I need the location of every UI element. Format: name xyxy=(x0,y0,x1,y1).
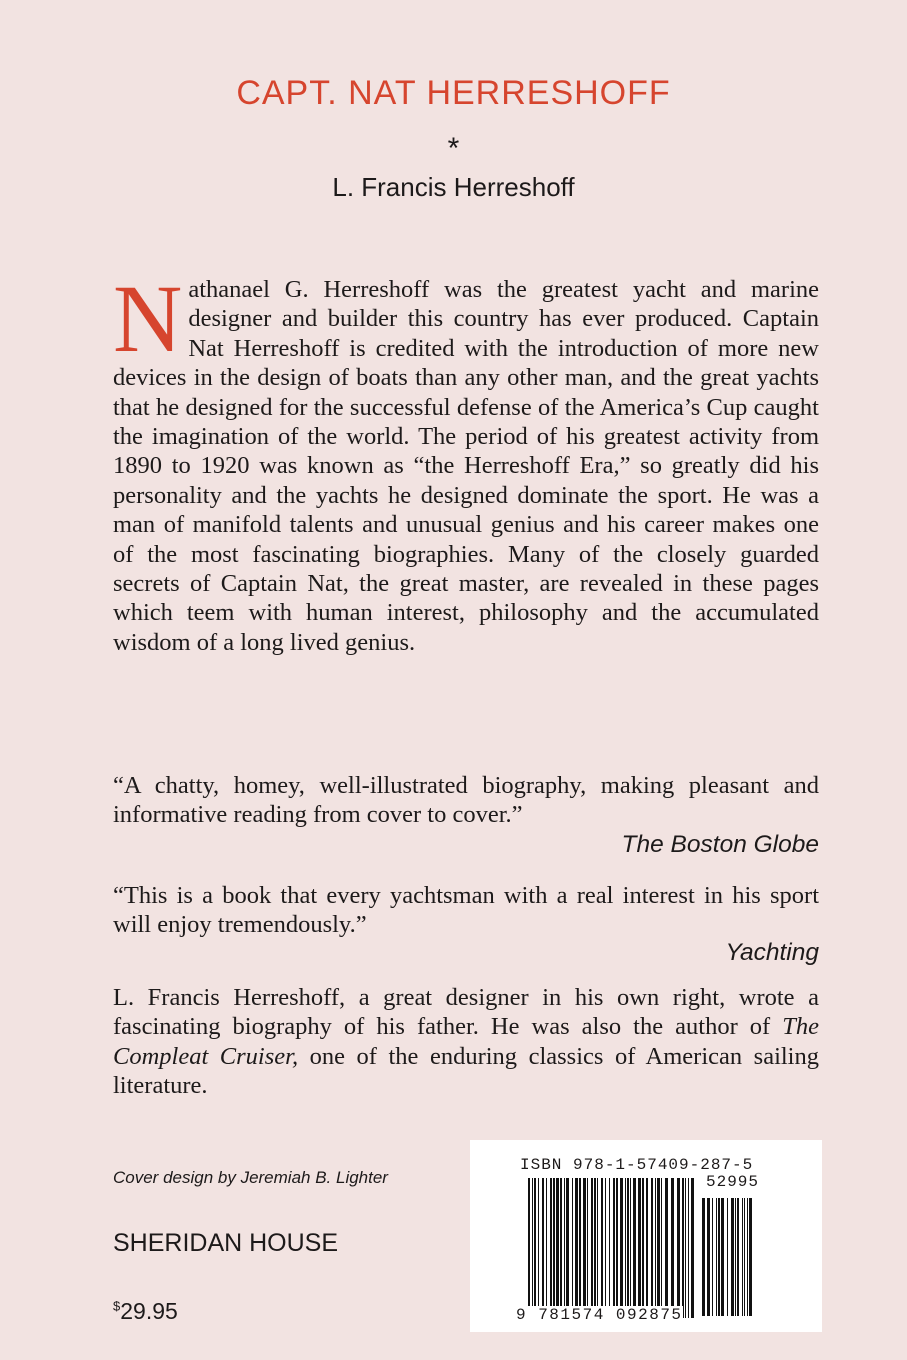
barcode-bar xyxy=(737,1198,739,1316)
barcode-bar xyxy=(579,1178,581,1318)
barcode-bar xyxy=(528,1178,530,1318)
barcode-bar xyxy=(642,1178,644,1318)
barcode-bar xyxy=(646,1178,648,1318)
barcode-bar xyxy=(609,1178,610,1318)
book-reference: The Compleat Cruiser, xyxy=(113,1013,819,1070)
barcode-bar xyxy=(702,1198,705,1316)
barcode-bar xyxy=(575,1178,578,1318)
barcode-bar xyxy=(655,1178,656,1318)
price-currency: $ xyxy=(113,1298,121,1314)
barcode-addon-icon xyxy=(702,1198,754,1316)
review-source: Yachting xyxy=(725,938,819,966)
publisher-name: SHERIDAN HOUSE xyxy=(113,1229,339,1257)
barcode-bar xyxy=(553,1178,555,1318)
review-source: The Boston Globe xyxy=(621,830,819,858)
barcode-bar xyxy=(651,1178,653,1318)
review-quote-text: “A chatty, homey, well-illustrated biography, making pleasant and informative reading from cover to cover.” xyxy=(113,772,819,829)
isbn-text: ISBN 978-1-57409-287-5 xyxy=(520,1156,754,1174)
barcode-bar xyxy=(735,1198,736,1316)
barcode-bar xyxy=(749,1198,752,1316)
barcode-bar xyxy=(591,1178,593,1318)
barcode-bar xyxy=(613,1178,615,1318)
price-label xyxy=(113,1298,178,1325)
barcode-bar xyxy=(691,1178,694,1318)
book-title: CAPT. NAT HERRESHOFF xyxy=(236,74,671,112)
barcode-bar xyxy=(572,1178,573,1318)
review-quote-text: “This is a book that every yachtsman with a real interest in his sport will enjoy tremendously.” xyxy=(113,882,819,939)
ean-digits: 9 781574 092875 xyxy=(516,1306,683,1324)
barcode-bar xyxy=(594,1178,596,1318)
barcode-bar xyxy=(597,1178,598,1318)
author-name: L. Francis Herreshoff xyxy=(332,172,575,202)
barcode-bar xyxy=(546,1178,547,1318)
cover-design-credit: Cover design by Jeremiah B. Lighter xyxy=(113,1168,388,1187)
barcode-bar xyxy=(744,1198,745,1316)
barcode-addon-digits: 52995 xyxy=(706,1173,760,1191)
barcode-bar xyxy=(712,1198,713,1316)
price-value: 29.95 xyxy=(120,1298,178,1324)
barcode-bar xyxy=(566,1178,569,1318)
barcode-bar xyxy=(616,1178,618,1318)
barcode-bar xyxy=(583,1178,586,1318)
barcode-bar xyxy=(742,1198,743,1316)
barcode-bar xyxy=(685,1178,686,1318)
barcode-bar xyxy=(716,1198,717,1316)
barcode-bar xyxy=(560,1178,562,1318)
barcode-bar xyxy=(587,1178,588,1318)
barcode-bar xyxy=(682,1178,684,1318)
bio-text-start: L. Francis Herreshoff, a great designer in his own right, wrote a fascinating biography of his father. He was also the author of xyxy=(113,984,819,1041)
barcode-bar xyxy=(677,1178,680,1318)
title-ornament: * xyxy=(447,132,460,165)
barcode-bar xyxy=(542,1178,544,1318)
barcode-panel xyxy=(470,1140,822,1332)
barcode-bar xyxy=(625,1178,626,1318)
barcode-bar xyxy=(630,1178,631,1318)
barcode-bar xyxy=(671,1178,674,1318)
description-paragraph xyxy=(113,265,819,657)
description-text: athanael G. Herreshoff was the greatest yacht and marine designer and builder this country has ever produced. Captain Nat Herreshoff is credited with the introduction of more new devices in the design of boats than any other man, and the great yachts that he designed for the successful defense of the America’s Cup caught the imagination of the world. The period of his greatest activity from 1890 to 1920 was known as “the Herreshoff Era,” so greatly did his personality and the yachts he designed dominate the sport. He was a man of manifold talents and unusual genius and his career makes one of the most fascinating biographies. Many of the closely guarded secrets of Captain Nat, the great master, are revealed in these pages which teem with human interest, philosophy and the accumulated wisdom of a long lived genius. xyxy=(113,276,819,656)
barcode-bar xyxy=(688,1178,689,1318)
bio-text-end: one of the enduring classics of American sailing literature. xyxy=(113,1042,819,1100)
barcode-bar xyxy=(638,1178,641,1318)
barcode-bar xyxy=(731,1198,734,1316)
barcode-bar xyxy=(727,1198,728,1316)
barcode-bar xyxy=(605,1178,606,1318)
barcode-bar xyxy=(538,1178,539,1318)
barcode-bar xyxy=(747,1198,748,1316)
barcode-bar xyxy=(550,1178,552,1318)
barcode-bar xyxy=(601,1178,603,1318)
barcode-bar xyxy=(534,1178,536,1318)
barcode-icon xyxy=(528,1178,698,1318)
barcode-bar xyxy=(661,1178,662,1318)
barcode-bar xyxy=(532,1178,533,1318)
barcode-bar xyxy=(721,1198,724,1316)
review-quote-2 xyxy=(113,881,819,967)
barcode-bar xyxy=(665,1178,668,1318)
barcode-bar xyxy=(633,1178,636,1318)
barcode-bar xyxy=(718,1198,720,1316)
review-quote-1 xyxy=(113,771,819,859)
drop-cap: N xyxy=(113,265,183,372)
author-bio xyxy=(113,983,819,1101)
barcode-bar xyxy=(657,1178,660,1318)
barcode-bar xyxy=(564,1178,565,1318)
barcode-bar xyxy=(627,1178,629,1318)
barcode-bar xyxy=(620,1178,623,1318)
barcode-bar xyxy=(556,1178,559,1318)
barcode-bar xyxy=(707,1198,710,1316)
